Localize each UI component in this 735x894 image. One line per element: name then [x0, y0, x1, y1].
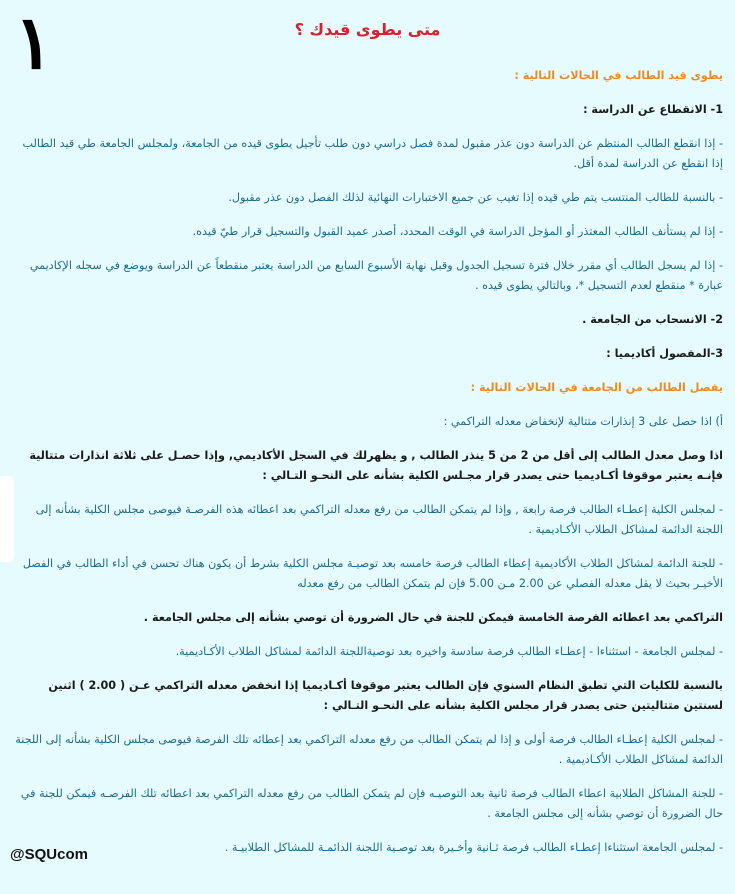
section3-item-a: أ) اذا حصل على 3 إنذارات متتالية لإنخفاض معدله التراكمي : — [443, 415, 723, 428]
section2-heading: 2- الانسحاب من الجامعة . — [582, 313, 723, 326]
section1-heading: 1- الانقطاع عن الدراسة : — [583, 103, 723, 116]
page-number: ١ — [14, 0, 54, 86]
section3-paragraph: اذا وصل معدل الطالب إلى أقل من 2 من 5 ينذر الطالب , و يظهرلك في السجل الأكاديمي, وإذا حصـل على ثلاثة انذارات متتالية فإنـه يعتبر موقوفا أكـاديميا حتى يصدر قرار مجـلس الكلية بشأنه على النحـو التـالي : — [29, 449, 723, 482]
section3-subheading: يفصل الطالب من الجامعة في الحالات التالية : — [470, 381, 723, 394]
section3-paragraph: - لمجلس الكلية إعطـاء الطالب فرصة أولى و إذا لم يتمكن الطالب من رفع معدله التراكمي بعد إعطائه تلك الفرصة فيوصى مجلس الكلية بشأنه إلى اللجنة الدائمة لمشاكل الطلاب الأكـاديمية . — [15, 733, 723, 766]
section3-paragraph: التراكمي بعد اعطائه الفرصة الخامسة فيمكن للجنة في حال الضرورة أن توصي بشأنه إلى مجلس الجامعة . — [143, 611, 723, 624]
section3-paragraph: - لمجلس الجامعة استثناءا إعطـاء الطالب فرصة ثـانية وأخـيرة بعد توصـية اللجنة الدائمـة للمشاكل الطلابيـة . — [224, 841, 723, 854]
document-body — [8, 66, 723, 858]
section1-paragraph: - إذا لم يستأنف الطالب المعتذر أو المؤجل الدراسة في الوقت المحدد، أصدر عميد القبول والتسجيل قرار طيّ قيده. — [192, 225, 723, 238]
section3-paragraph: - لمجلس الكلية إعطـاء الطالب فرصة رابعة , وإذا لم يتمكن الطالب من رفع معدله التراكمي بعد اعطائه هذه الفرصـة فيوصى مجلس الكلية بشأنه إلى اللجنة الدائمة لمشاكل الطلاب الأكـاديمية . — [35, 503, 723, 536]
section1-paragraph: - بالنسبة للطالب المنتسب يتم طي قيده إذا تغيب عن جميع الاختبارات النهائية لذلك الفصل دون عذر مقبول. — [228, 191, 723, 204]
intro-heading: يطوى قيد الطالب في الحالات التالية : — [514, 69, 723, 82]
section1-paragraph: - إذا لم يسجل الطالب أي مقرر خلال فترة تسجيل الجدول وقبل نهاية الأسبوع السابع من الدراسة يعتبر منقطعاً عن الدراسة ويوضع في سجله الإكاديمي عبارة * منقطع لعدم التسجيل *، وبالتالي يطوى قيده . — [29, 259, 723, 292]
page-title: متى يطوى قيدك ؟ — [294, 20, 441, 39]
section3-paragraph: بالنسبة للكليات التي تطبق النظام السنوي فإن الطالب يعتبر موقوفا أكـاديميا إذا انخفض معدله التراكمي عـن ( 2.00 ) اثنين لسنتين متتاليتين حتى يصدر قرار مجلس الكلية بشأنه على النحـو التـالي : — [48, 679, 723, 712]
social-handle: @SQUcom — [10, 846, 88, 863]
section3-paragraph: - للجنة الدائمة لمشاكل الطلاب الأكاديمية إعطاء الطالب فرصة خامسه بعد توصيـة مجلس الكلية بشرط أن يكون هناك تحسن في أداء الطالب في الفصل الأخيـر بحيث لا يقل معدله الفصلي عن 2.00 مـن 5.00 فإن لم يتمكن الطالب من رفع معدله — [22, 557, 723, 590]
section3-heading: 3-المفصول أكاديميا : — [606, 347, 723, 360]
section3-paragraph: - للجنة المشاكل الطلابية اعطاء الطالب فرصة ثانية بعد التوصيـه فإن لم يتمكن الطالب من رفع معدله التراكمي بعد اعطائه تلك الفرصـه فيمكن للجنة في حال الضرورة أن توصي بشأنه إلى مجلس الجامعة . — [20, 787, 723, 820]
section3-paragraph: - لمجلس الجامعة - استثناءا - إعطـاء الطالب فرصة سادسة واخيره بعد توصيةاللجنة الدائمة لمشاكل الطلاب الأكـاديمية. — [175, 645, 723, 658]
section1-paragraph: - إذا انقطع الطالب المنتظم عن الدراسة دون عذر مقبول لمدة فصل دراسي دون طلب تأجيل يطوى قيده من الجامعة، ولمجلس الجامعة طي قيد الطالب إذا انقطع عن الدراسة لمدة أقل. — [22, 137, 723, 170]
